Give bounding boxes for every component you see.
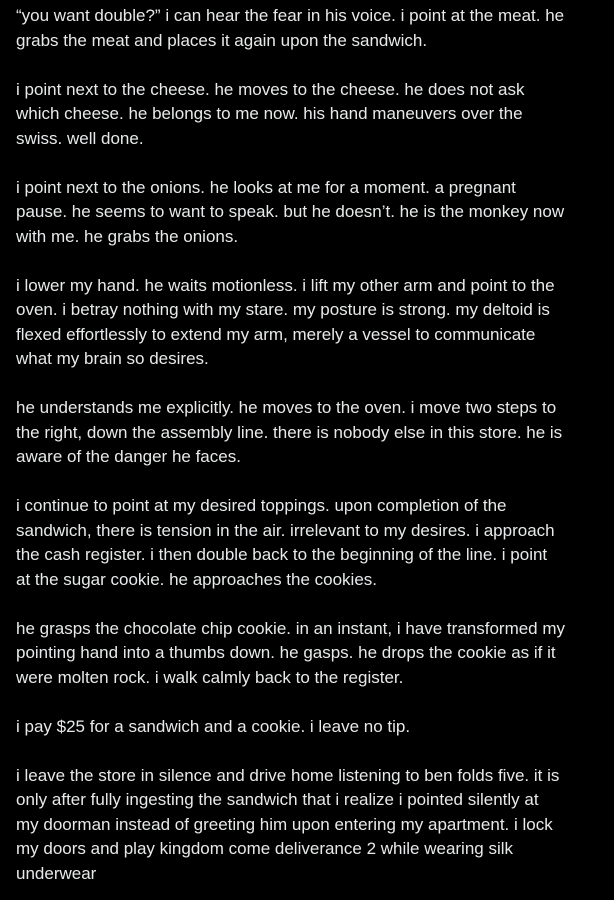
post-paragraph-7: he grasps the chocolate chip cookie. in an instant, i have transformed my pointing hand into a thumbs down. he gasps. he drops the cookie as if it were molten rock. i walk calmly back to the register. — [16, 618, 566, 687]
post-paragraph-4: i lower my hand. he waits motionless. i lift my other arm and point to the oven. i betray nothing with my stare. my posture is strong. my deltoid is flexed effortlessly to extend my arm, merely a vessel to communicate what my brain so desires. — [16, 275, 555, 368]
post-paragraph-8: i pay $25 for a sandwich and a cookie. i leave no tip. — [16, 716, 411, 736]
post-paragraph-1: “you want double?” i can hear the fear in his voice. i point at the meat. he grabs the meat and places it again upon the sandwich. — [16, 6, 565, 50]
post-paragraph-5: he understands me explicitly. he moves to the oven. i move two steps to the right, down the assembly line. there is nobody else in this store. he is aware of the danger he faces. — [16, 398, 563, 466]
post-paragraph-2: i point next to the cheese. he moves to the cheese. he does not ask which cheese. he belongs to me now. his hand maneuvers over the swiss. well done. — [16, 79, 525, 148]
post-paragraph-6: i continue to point at my desired toppings. upon completion of the sandwich, there is tension in the air. irrelevant to my desires. i approach the cash register. i then double back to the beginning of the line. i point at the sugar cookie. he approaches the cookies. — [16, 496, 555, 589]
post-text-body — [16, 4, 606, 886]
post-paragraph-9: i leave the store in silence and drive home listening to ben folds five. it is only after fully ingesting the sandwich that i realize i pointed silently at my doorman instead of greeting him upon entering my apartment. i lock my doors and play kingdom come deliverance 2 while wearing silk underwear — [16, 765, 560, 883]
post-paragraph-3: i point next to the onions. he looks at me for a moment. a pregnant pause. he seems to want to speak. but he doesn’t. he is the monkey now with me. he grabs the onions. — [16, 177, 565, 246]
